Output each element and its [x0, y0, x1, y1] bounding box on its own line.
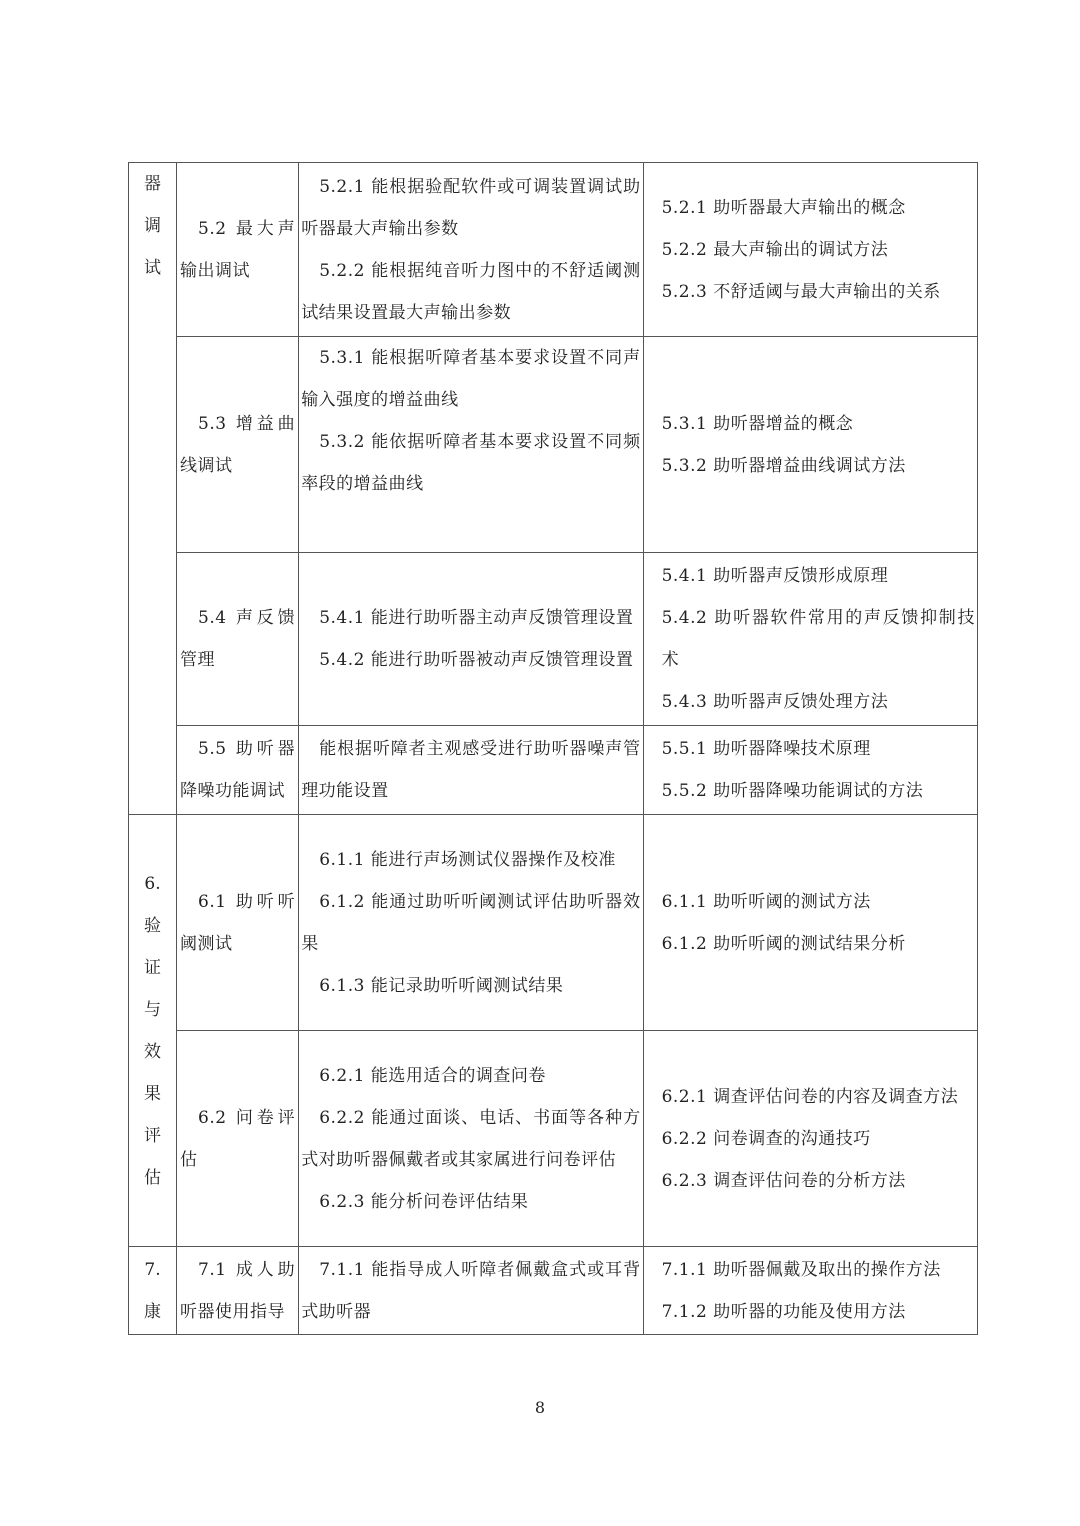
skill-item: 6.1.1 能进行声场测试仪器操作及校准: [319, 849, 616, 870]
table-row: [129, 553, 978, 726]
unit-cell: [177, 337, 299, 553]
knowledge-item: 5.4.3 助听器声反馈处理方法: [661, 692, 889, 712]
knowledge-item: 5.2.1 助听器最大声输出的概念: [661, 197, 906, 218]
knowledge-cell: [643, 1247, 977, 1335]
category-7-cell: [129, 1247, 177, 1335]
knowledge-item: 5.2.2 最大声输出的调试方法: [661, 239, 889, 260]
skills-cell: [299, 553, 643, 726]
skill-item: 5.4.2 能进行助听器被动声反馈管理设置: [319, 650, 634, 670]
table-row: [129, 1031, 978, 1247]
knowledge-item: 5.3.1 助听器增益的概念: [661, 413, 854, 434]
knowledge-item: 5.5.1 助听器降噪技术原理: [661, 739, 871, 759]
unit-text: 5.5 助听器降噪功能调试: [180, 739, 296, 801]
knowledge-item: 6.2.1 调查评估问卷的内容及调查方法: [661, 1086, 959, 1107]
category-char: 果: [144, 1083, 162, 1104]
category-char: 评: [144, 1125, 162, 1146]
unit-text: 5.3 增益曲线调试: [180, 413, 296, 476]
knowledge-cell: [643, 815, 977, 1031]
category-char: 与: [144, 999, 162, 1020]
skill-item: 5.2.2 能根据纯音听力图中的不舒适阈测试结果设置最大声输出参数: [301, 260, 641, 323]
knowledge-item: 7.1.2 助听器的功能及使用方法: [661, 1301, 906, 1322]
standards-table: [128, 162, 978, 1335]
page-number: 8: [534, 1398, 546, 1417]
skill-item: 5.3.1 能根据听障者基本要求设置不同声输入强度的增益曲线: [301, 348, 641, 410]
unit-text: 7.1 成人助听器使用指导: [180, 1259, 296, 1322]
knowledge-item: 5.5.2 助听器降噪功能调试的方法: [661, 781, 924, 801]
skill-item: 能根据听障者主观感受进行助听器噪声管理功能设置: [301, 739, 641, 801]
category-char: 调: [144, 216, 162, 236]
unit-cell: [177, 815, 299, 1031]
skills-cell: [299, 815, 643, 1031]
skill-item: 5.3.2 能依据听障者基本要求设置不同频率段的增益曲线: [301, 432, 641, 494]
category-6-cell: [129, 815, 177, 1247]
skills-cell: [299, 1031, 643, 1247]
unit-cell: [177, 1031, 299, 1247]
category-char: 7.: [144, 1259, 161, 1280]
knowledge-item: 6.2.2 问卷调查的沟通技巧: [661, 1128, 871, 1149]
knowledge-cell: [643, 1031, 977, 1247]
knowledge-item: 6.2.3 调查评估问卷的分析方法: [661, 1170, 906, 1191]
knowledge-cell: [643, 726, 977, 815]
skill-item: 6.1.2 能通过助听听阈测试评估助听器效果: [301, 891, 641, 954]
category-char: 估: [144, 1167, 162, 1188]
category-5-cell: [129, 163, 177, 815]
skill-item: 6.2.3 能分析问卷评估结果: [319, 1191, 529, 1212]
category-char: 证: [144, 957, 162, 978]
skills-cell: [299, 726, 643, 815]
unit-text: 6.2 问卷评估: [180, 1107, 296, 1170]
unit-text: 6.1 助听听阈测试: [180, 891, 296, 954]
category-char: 效: [144, 1041, 162, 1062]
knowledge-cell: [643, 553, 977, 726]
unit-text: 5.2 最大声输出调试: [180, 218, 296, 281]
skills-cell: [299, 1247, 643, 1335]
unit-cell: [177, 553, 299, 726]
table-row: [129, 163, 978, 337]
unit-cell: [177, 1247, 299, 1335]
skill-item: 5.2.1 能根据验配软件或可调装置调试助听器最大声输出参数: [301, 176, 641, 239]
knowledge-item: 5.2.3 不舒适阈与最大声输出的关系: [661, 281, 941, 302]
knowledge-cell: [643, 337, 977, 553]
knowledge-item: 5.4.1 助听器声反馈形成原理: [661, 566, 889, 586]
knowledge-item: 5.4.2 助听器软件常用的声反馈抑制技术: [661, 608, 975, 670]
knowledge-cell: [643, 163, 977, 337]
unit-text: 5.4 声反馈管理: [180, 608, 296, 670]
unit-cell: [177, 163, 299, 337]
skill-item: 5.4.1 能进行助听器主动声反馈管理设置: [319, 608, 634, 628]
category-char: 试: [144, 258, 162, 278]
knowledge-item: 6.1.1 助听听阈的测试方法: [661, 891, 871, 912]
category-char: 6.: [144, 873, 161, 894]
table-row: [129, 815, 978, 1031]
skill-item: 6.2.2 能通过面谈、电话、书面等各种方式对助听器佩戴者或其家属进行问卷评估: [301, 1107, 641, 1170]
knowledge-item: 7.1.1 助听器佩戴及取出的操作方法: [661, 1259, 941, 1280]
knowledge-item: 5.3.2 助听器增益曲线调试方法: [661, 455, 906, 476]
skills-cell: [299, 163, 643, 337]
table-row: [129, 337, 978, 553]
unit-cell: [177, 726, 299, 815]
category-char: 康: [144, 1301, 162, 1322]
skill-item: 6.1.3 能记录助听听阈测试结果: [319, 975, 564, 996]
skills-cell: [299, 337, 643, 553]
skill-item: 6.2.1 能选用适合的调查问卷: [319, 1065, 546, 1086]
table-row: [129, 1247, 978, 1335]
knowledge-item: 6.1.2 助听听阈的测试结果分析: [661, 933, 906, 954]
skill-item: 7.1.1 能指导成人听障者佩戴盒式或耳背式助听器: [301, 1259, 641, 1322]
category-char: 验: [144, 915, 162, 936]
table-row: [129, 726, 978, 815]
category-char: 器: [144, 174, 162, 194]
